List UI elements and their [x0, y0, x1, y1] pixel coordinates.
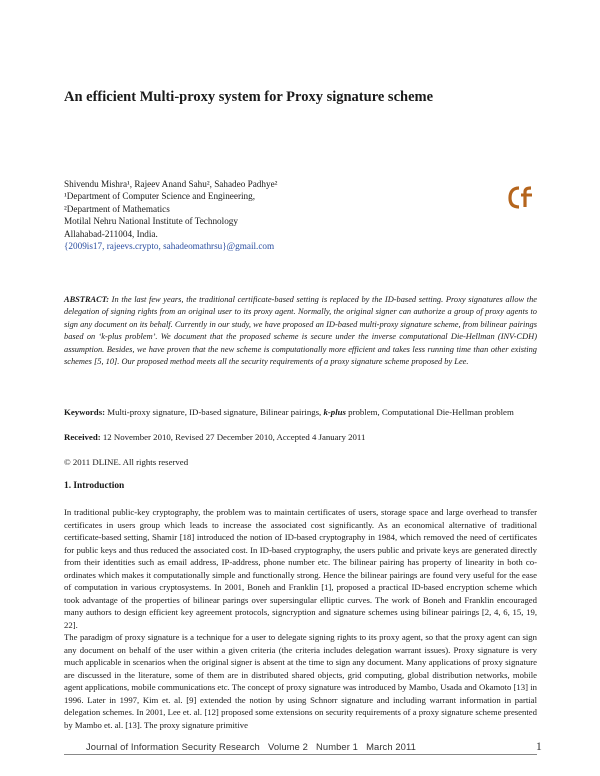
- affiliation-2: ²Department of Mathematics: [64, 203, 170, 214]
- journal-logo-icon: [508, 184, 534, 210]
- footer-date: March 2011: [366, 741, 416, 752]
- affiliation-1: ¹Department of Computer Science and Engineering,: [64, 191, 256, 202]
- received-label: Received:: [64, 432, 101, 442]
- paragraph-2: The paradigm of proxy signature is a technique for a user to delegate signing rights to its proxy agent, so that the proxy agent can sign any document on behalf of the user within a given criteria (the criteria includes delegation warrant issues). Proxy signature is very much applicable in scenarios when the original signer is absent at the time to sign any document. Many applications of proxy signature are discussed in the literature, some of them are in distributed shared objects, grid computing, global distribution networks, mobile agent applications, mobile communications etc. The concept of proxy signature was introduced by Mambo, Usada and Okamoto [13] in 1996. Later in 1997, Kim et. al. [9] extended the notion by using Schnorr signature and including warrant information in partial delegation schemes. In 2001, Lee et. al. [12] proposed some extensions on security requirements of a proxy signature scheme presented by Mambo et. al. [13]. The proxy signature primitive: [64, 632, 537, 730]
- page-number: 1: [535, 739, 542, 753]
- section-heading: 1. Introduction: [64, 481, 125, 491]
- received-line: [64, 432, 365, 442]
- footer-volume: Volume 2: [268, 741, 308, 752]
- keywords-text-2: problem, Computational Die-Hellman problem: [348, 407, 514, 417]
- keywords-line: [64, 407, 514, 417]
- footer-journal: Journal of Information Security Research: [86, 741, 260, 752]
- author-block: [64, 178, 277, 252]
- keywords-label: Keywords:: [64, 407, 106, 417]
- abstract-label: ABSTRACT:: [64, 295, 109, 304]
- received-text: 12 November 2010, Revised 27 December 2010, Accepted 4 January 2011: [102, 432, 366, 442]
- author-names: Shivendu Mishra¹, Rajeev Anand Sahu², Sahadeo Padhye²: [64, 179, 278, 189]
- footer-rule: [64, 754, 537, 755]
- paper-title: An efficient Multi-proxy system for Proxy signature scheme: [64, 89, 434, 105]
- keywords-kplus: k-plus: [323, 407, 346, 417]
- institute: Motilal Nehru National Institute of Technology: [64, 216, 238, 227]
- paragraph-1: In traditional public-key cryptography, the problem was to maintain certificates of users, storage space and large overhead to transfer certificates in users group which leads to increase the associated cost significantly. As an economical alternative of traditional certificate-based setting, Shamir [18] introduced the notion of ID-based cryptography in 1984, which removed the need of certificates for public keys and thus reduced the associated cost. In ID-based cryptography, the users public and private keys are generated directly from their identities such as email address, IP-address, phone number etc. The bilinear pairing has property of linearity in both co-ordinates which makes it computationally simple and functionally strong. Hence the bilinear pairings are found very useful for the ease of computation in various cryptosystems. In 2001, Boneh and Franklin [1], proposed a practical ID-based encryption scheme which took advantage of the properties of bilinear parings over supersingular elliptic curves. The work of Boneh and Franklin encouraged many authors to design efficient key agreement protocols, signcryption and signature schemes using bilinear pairings [2, 4, 6, 15, 19, 22].: [64, 507, 537, 630]
- author-email-link[interactable]: {2009is17, rajeevs.crypto, sahadeomathrsu}@gmail.com: [64, 241, 275, 252]
- abstract: [64, 294, 537, 368]
- copyright: © 2011 DLINE. All rights reserved: [64, 457, 189, 467]
- city: Allahabad-211004, India.: [64, 228, 158, 239]
- footer-number: Number 1: [316, 741, 358, 752]
- keywords-text-1: Multi-proxy signature, ID-based signature, Bilinear pairings,: [107, 407, 322, 417]
- abstract-text: In the last few years, the traditional certificate-based setting is replaced by the ID-based setting. Proxy signatures allow the delegation of signing rights from an original user to its proxy agent. Normally, the original signer can authorize a group of proxy agents to sign any document on its behalf. Currently in our study, we have proposed an ID-based multi-proxy signature scheme, from bilinear pairings based on ‘k-plus problem’. We document that the proposed scheme is secure under the inverse computational Die-Hellman (INV-CDH) assumption. Besides, we have proven that the new scheme is computationally more efficient and takes less running time than other existing schemes [5, 10]. Our proposed method meets all the security requirements of a proxy signature scheme proposed by Lee.: [64, 295, 537, 367]
- footer: [86, 741, 542, 752]
